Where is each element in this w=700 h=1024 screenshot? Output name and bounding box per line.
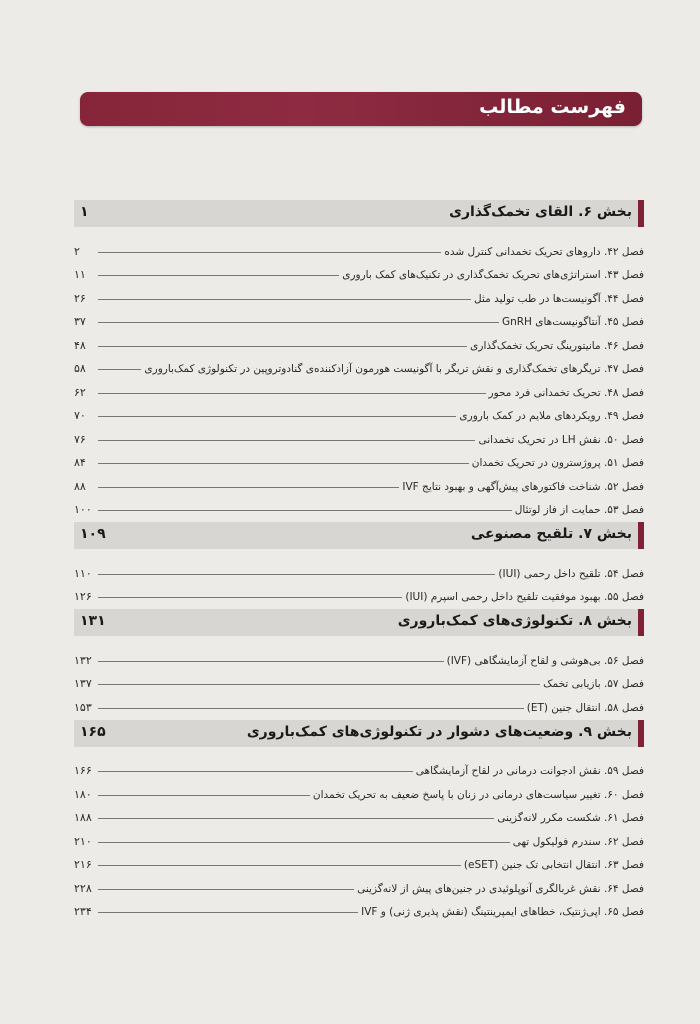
dot-leader — [98, 440, 475, 441]
title-banner — [80, 92, 642, 126]
entry-page-number: ۷۶ — [74, 432, 86, 446]
toc-entry[interactable] — [74, 895, 644, 919]
entry-page-number: ۲۱۶ — [74, 858, 92, 871]
toc-entry[interactable] — [74, 824, 644, 848]
entry-title: فصل ۶۳. انتقال انتخابی تک جنین (eSET) — [463, 859, 644, 871]
dot-leader — [98, 795, 310, 796]
entry-page-number: ۲۳۴ — [74, 905, 92, 918]
dot-leader — [98, 322, 499, 323]
table-of-contents — [74, 200, 644, 924]
toc-entry[interactable] — [74, 801, 644, 825]
entry-page-number: ۱۳۲ — [74, 653, 92, 667]
entry-title: فصل ۴۲. داروهای تحریک تخمدانی کنترل شده — [444, 245, 644, 258]
entry-title: فصل ۴۹. رویکردهای ملایم در کمک باروری — [459, 410, 644, 422]
entry-page-number: ۱۲۶ — [74, 590, 92, 603]
dot-leader — [98, 346, 467, 347]
entry-page-number: ۱۸۸ — [74, 811, 92, 824]
toc-entry[interactable] — [74, 469, 644, 493]
toc-entry[interactable] — [74, 754, 644, 778]
page-title: فهرست مطالب — [479, 96, 626, 118]
dot-leader — [98, 252, 441, 253]
dot-leader — [98, 487, 399, 488]
toc-entry[interactable] — [74, 871, 644, 895]
section-page-number: ۱۰۹ — [80, 526, 106, 542]
toc-entry[interactable] — [74, 281, 644, 305]
section-page-number: ۱۳۱ — [80, 613, 106, 629]
entry-page-number: ۱۸۰ — [74, 787, 92, 801]
entry-page-number: ۶۲ — [74, 385, 86, 399]
entry-title: فصل ۴۵. آنتاگونیست‌های GnRH — [501, 316, 644, 328]
toc-entry[interactable] — [74, 580, 644, 604]
dot-leader — [98, 416, 456, 417]
entry-title: فصل ۴۳. استراتژی‌های تحریک تخمک‌گذاری در تکنیک‌های کمک باروری — [342, 269, 644, 281]
dot-leader — [98, 771, 413, 772]
entry-title: فصل ۵۹. نقش ادجوانت درمانی در لقاح آزمایشگاهی — [415, 765, 644, 777]
entry-title: فصل ۴۷. تریگرهای تخمک‌گذاری و نقش تریگر با آگونیست هورمون آزادکننده‌ی گنادوتروپین در تکنولوژی کمک‌باروری — [144, 363, 644, 375]
toc-entry[interactable] — [74, 643, 644, 667]
toc-section — [74, 609, 644, 714]
dot-leader — [98, 597, 402, 598]
toc-section — [74, 522, 644, 603]
section-header[interactable] — [74, 720, 644, 747]
entry-title: فصل ۵۰. نقش LH در تحریک تخمدانی — [478, 433, 644, 446]
entry-title: فصل ۶۰. تغییر سیاست‌های درمانی در زنان با پاسخ ضعیف به تحریک تخمدان — [312, 788, 644, 801]
section-page-number: ۱۶۵ — [80, 723, 106, 740]
entry-page-number: ۸۴ — [74, 456, 86, 469]
entry-title: فصل ۴۸. تحریک تخمدانی فرد محور — [488, 386, 644, 399]
dot-leader — [98, 299, 471, 300]
entry-title: فصل ۵۶. بی‌هوشی و لقاح آزمایشگاهی (IVF) — [446, 654, 644, 667]
entry-title: فصل ۴۴. آگونیست‌ها در طب تولید مثل — [474, 292, 644, 305]
entry-title: فصل ۵۵. بهبود موفقیت تلقیح داخل رحمی اسپرم (IUI) — [405, 591, 644, 603]
dot-leader — [98, 818, 494, 819]
entry-title: فصل ۵۳. حمایت از فاز لوتئال — [514, 504, 644, 516]
dot-leader — [98, 889, 354, 890]
entry-page-number: ۲۶ — [74, 291, 86, 305]
dot-leader — [98, 708, 524, 709]
entry-page-number: ۱۶۶ — [74, 764, 92, 777]
entry-title: فصل ۵۲. شناخت فاکتورهای پیش‌آگهی و بهبود نتایج IVF — [402, 480, 644, 493]
entry-page-number: ۱۰۰ — [74, 503, 92, 516]
toc-entry[interactable] — [74, 422, 644, 446]
entry-page-number: ۱۱۰ — [74, 566, 92, 580]
entry-title: فصل ۶۴. نقش غربالگری آنوپلوئیدی در جنین‌های پیش از لانه‌گزینی — [357, 882, 644, 895]
dot-leader — [98, 912, 358, 913]
dot-leader — [98, 842, 510, 843]
toc-entry[interactable] — [74, 234, 644, 258]
dot-leader — [98, 463, 469, 464]
dot-leader — [98, 275, 339, 276]
dot-leader — [98, 865, 461, 866]
dot-leader — [98, 661, 444, 662]
toc-section — [74, 200, 644, 516]
toc-entry[interactable] — [74, 258, 644, 282]
dot-leader — [98, 369, 141, 370]
entry-title: فصل ۵۱. پروژسترون در تحریک تخمدان — [471, 457, 644, 469]
toc-entry[interactable] — [74, 352, 644, 376]
toc-entry[interactable] — [74, 690, 644, 714]
entry-page-number: ۴۸ — [74, 338, 86, 352]
section-header[interactable] — [74, 200, 644, 227]
entry-title: فصل ۴۶. مانیتورینگ تحریک تخمک‌گذاری — [470, 339, 644, 352]
toc-entry[interactable] — [74, 328, 644, 352]
entry-title: فصل ۵۴. تلقیح داخل رحمی (IUI) — [498, 567, 644, 580]
entry-page-number: ۸۸ — [74, 479, 86, 493]
entry-page-number: ۱۱ — [74, 268, 86, 281]
toc-entry[interactable] — [74, 848, 644, 872]
section-title: بخش ۸. تکنولوژی‌های کمک‌باروری — [397, 613, 632, 629]
dot-leader — [98, 393, 486, 394]
entry-title: فصل ۶۱. شکست مکرر لانه‌گزینی — [497, 812, 644, 824]
section-header[interactable] — [74, 522, 644, 549]
entry-page-number: ۳۷ — [74, 315, 86, 328]
entry-page-number: ۵۸ — [74, 362, 86, 375]
section-header[interactable] — [74, 609, 644, 636]
entry-page-number: ۲۲۸ — [74, 881, 92, 895]
toc-entry[interactable] — [74, 305, 644, 329]
section-title: بخش ۶. القای تخمک‌گذاری — [449, 204, 632, 220]
entry-title: فصل ۵۷. بازیابی تخمک — [543, 678, 644, 690]
toc-entry[interactable] — [74, 556, 644, 580]
toc-entry[interactable] — [74, 493, 644, 517]
section-title: بخش ۹. وضعیت‌های دشوار در تکنولوژی‌های کمک‌باروری — [246, 723, 632, 740]
entry-title: فصل ۶۲. سندرم فولیکول تهی — [512, 835, 644, 848]
entry-page-number: ۷۰ — [74, 409, 86, 422]
toc-entry[interactable] — [74, 375, 644, 399]
entry-page-number: ۲۱۰ — [74, 834, 92, 848]
entry-page-number: ۱۳۷ — [74, 677, 92, 690]
section-title: بخش ۷. تلقیح مصنوعی — [470, 526, 632, 542]
entry-page-number: ۲ — [74, 244, 80, 258]
toc-section — [74, 720, 644, 919]
entry-title: فصل ۶۵. اپی‌ژنتیک، خطاهای ایمپرینتینگ (نقش پذیری ژنی) و IVF — [361, 906, 644, 918]
entry-page-number: ۱۵۳ — [74, 700, 92, 714]
toc-entry[interactable] — [74, 667, 644, 691]
toc-entry[interactable] — [74, 399, 644, 423]
toc-entry[interactable] — [74, 777, 644, 801]
toc-entry[interactable] — [74, 446, 644, 470]
entry-title: فصل ۵۸. انتقال جنین (ET) — [526, 701, 644, 714]
dot-leader — [98, 510, 512, 511]
dot-leader — [98, 574, 495, 575]
dot-leader — [98, 684, 540, 685]
section-page-number: ۱ — [80, 204, 89, 220]
